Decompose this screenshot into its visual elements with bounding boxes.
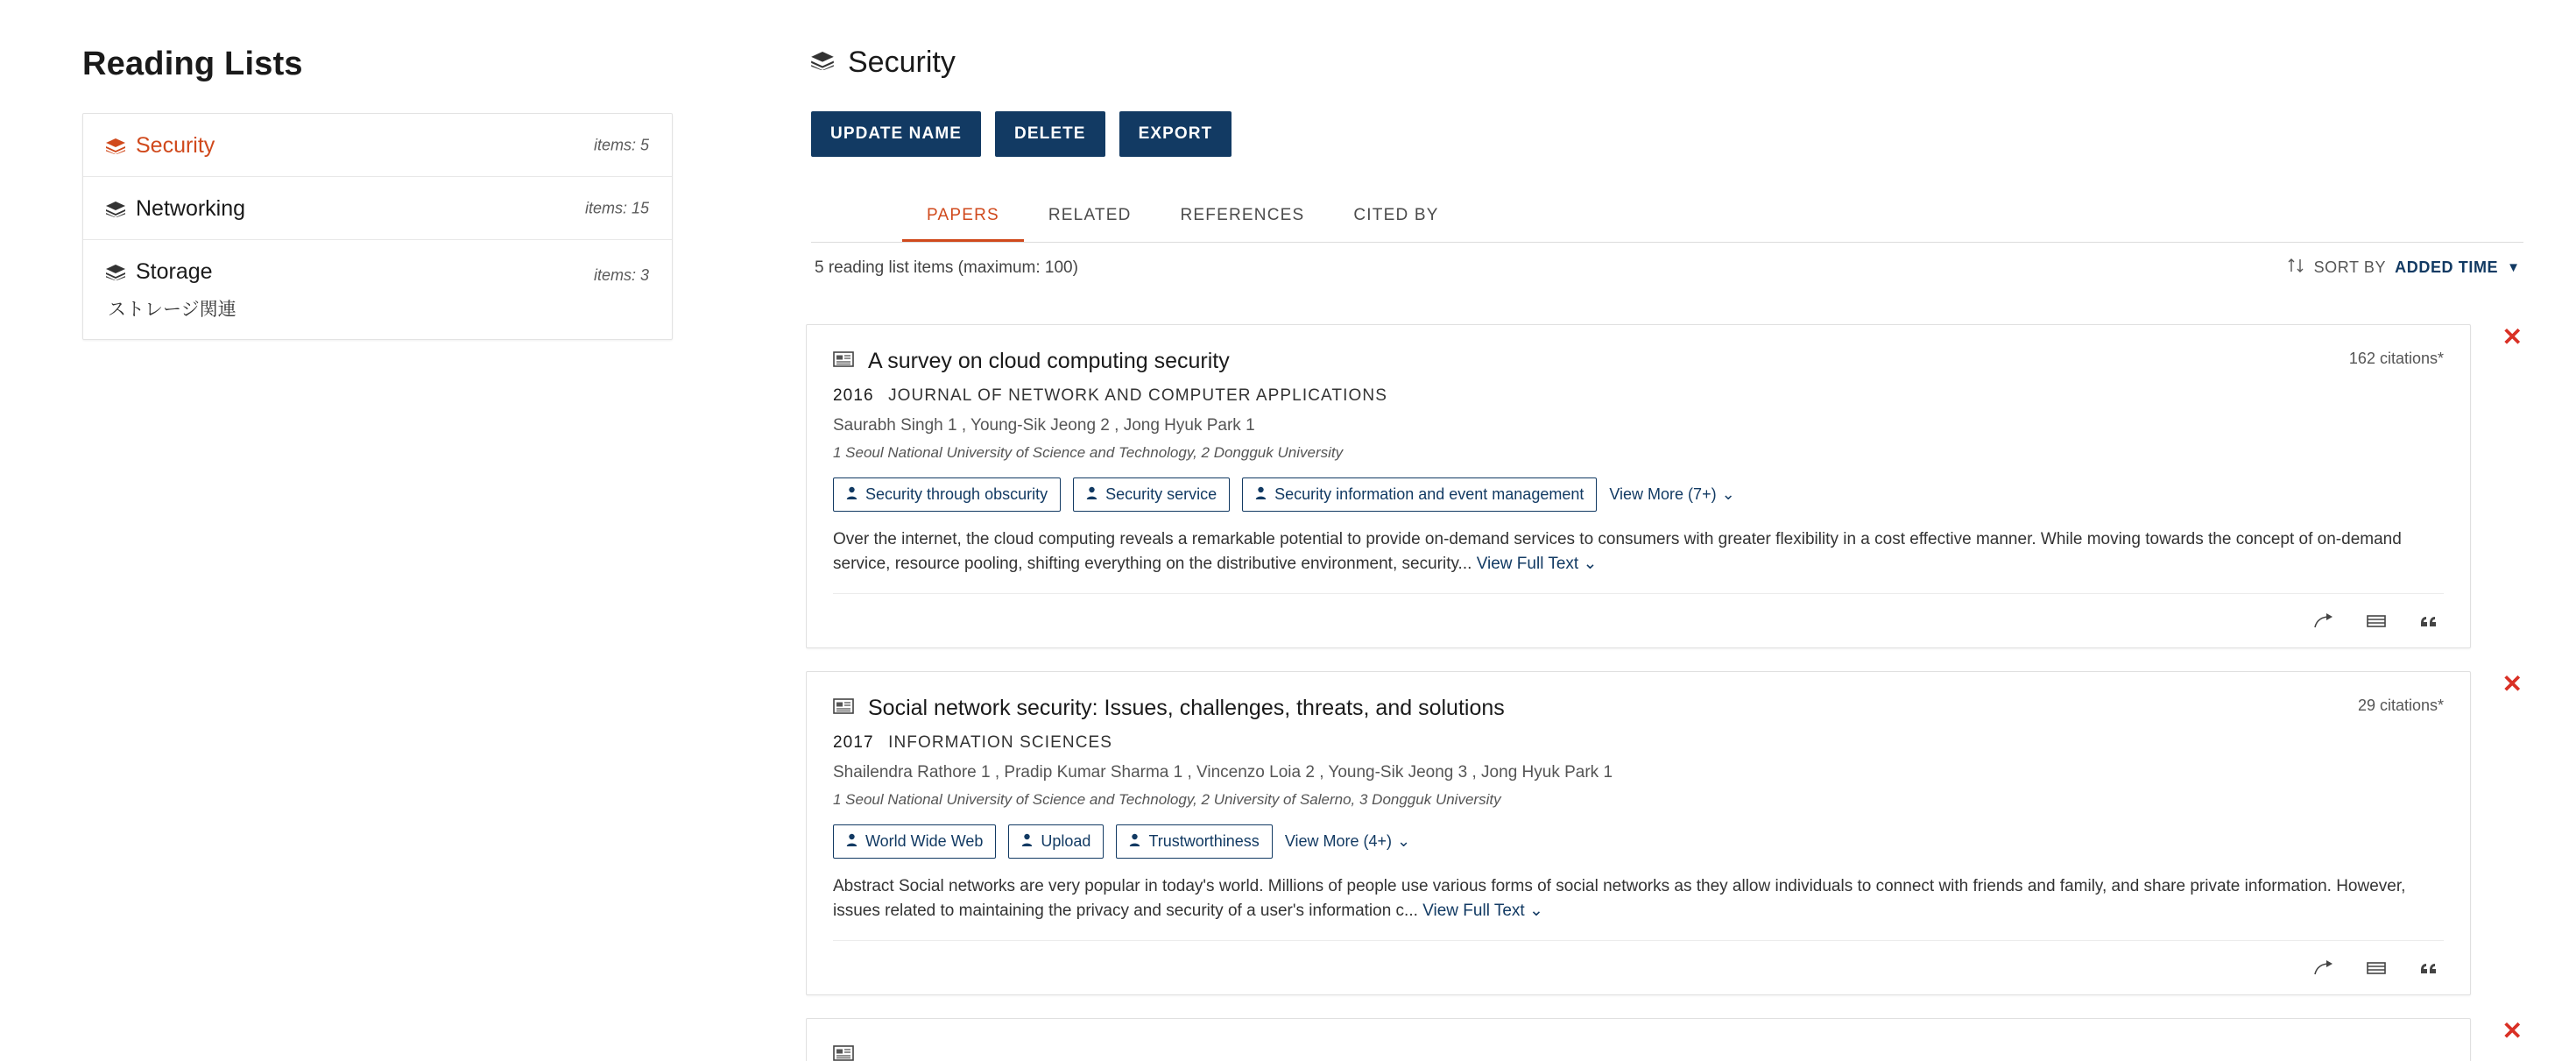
sidebar-item-networking[interactable] xyxy=(83,177,672,240)
sidebar xyxy=(0,0,806,1061)
main-header xyxy=(811,46,2523,80)
sidebar-item-count: items: 15 xyxy=(584,199,649,216)
paper-title[interactable]: A survey on cloud computing security xyxy=(868,349,1230,373)
person-icon xyxy=(1021,832,1033,851)
view-full-text-button[interactable] xyxy=(1477,555,1598,573)
chevron-down-icon: ⌄ xyxy=(1721,485,1735,503)
reading-lists-card xyxy=(82,113,673,340)
paper-journal: INFORMATION SCIENCES xyxy=(888,733,1113,753)
sidebar-item-security[interactable] xyxy=(83,114,672,177)
paper-icon xyxy=(833,350,854,372)
tab-references[interactable]: REFERENCES xyxy=(1180,206,1305,224)
paper-authors: Saurabh Singh 1 , Young-Sik Jeong 2 , Jong Hyuk Park 1 xyxy=(833,416,1255,435)
chevron-down-icon: ⌄ xyxy=(1397,832,1411,851)
list-meta-row xyxy=(811,243,2523,287)
remove-paper-button[interactable]: ✕ xyxy=(2502,324,2523,350)
tab-papers[interactable]: PAPERS xyxy=(902,188,1024,242)
stack-icon xyxy=(106,138,125,154)
topic-chip-label: Security information and event management xyxy=(1274,485,1584,503)
sidebar-item-count: items: 5 xyxy=(593,136,649,153)
sort-control[interactable] xyxy=(2286,257,2520,279)
tab-related[interactable]: RELATED xyxy=(1048,206,1132,224)
paper-journal: JOURNAL OF NETWORK AND COMPUTER APPLICATIONS xyxy=(888,386,1387,405)
sidebar-item-count: items: 3 xyxy=(593,266,649,284)
topic-chip[interactable] xyxy=(833,477,1061,512)
abstract-text: Over the internet, the cloud computing reveals a remarkable potential to provide on-demand services to consumers with greater flexibility in a cost effective manner. While moving towards the concept of on-demand service, resource pooling, shifting everything on the distributive environment, security... xyxy=(833,530,2402,573)
view-more-label: View More (4+) xyxy=(1284,832,1393,851)
paper-card xyxy=(806,670,2523,995)
paper-card-actions xyxy=(833,593,2444,647)
sidebar-item-label: Security xyxy=(136,133,215,158)
remove-paper-button[interactable]: ✕ xyxy=(2502,670,2523,698)
topic-chip-label: Upload xyxy=(1041,832,1091,851)
person-icon xyxy=(1255,485,1267,504)
abstract-text: Abstract Social networks are very popular in today's world. Millions of people use various forms of social networks as they allow individuals to connect with friends and family, and share private information. However, issues related to maintaining the privacy and security of a user's information c... xyxy=(833,877,2406,920)
sidebar-item-description: ストレージ関連 xyxy=(108,300,236,320)
paper-venue xyxy=(833,733,2444,753)
view-more-label: View More (7+) xyxy=(1609,485,1717,503)
action-button-row xyxy=(811,111,2523,157)
stack-icon xyxy=(811,52,834,74)
topic-chip-label: Security through obscurity xyxy=(865,485,1048,503)
paper-venue xyxy=(833,386,2444,406)
view-more-topics-button[interactable] xyxy=(1285,832,1410,851)
sort-by-label: SORT BY xyxy=(2313,258,2387,276)
paper-authors: Shailendra Rathore 1 , Pradip Kumar Sharma 1 , Vincenzo Loia 2 , Young-Sik Jeong 3 , Jong Hyuk Park 1 xyxy=(833,763,1613,782)
paper-icon xyxy=(833,697,854,719)
chevron-down-icon[interactable]: ▼ xyxy=(2507,260,2520,275)
person-icon xyxy=(846,832,857,851)
paper-abstract xyxy=(833,874,2444,923)
person-icon xyxy=(846,485,857,504)
paper-year: 2017 xyxy=(833,733,874,753)
paper-topic-chips xyxy=(833,824,2444,859)
sidebar-item-label: Storage xyxy=(136,259,213,284)
quote-icon[interactable] xyxy=(2419,612,2438,630)
paper-card-actions xyxy=(833,940,2444,994)
export-button[interactable]: EXPORT xyxy=(1119,111,1232,157)
person-icon xyxy=(1129,832,1140,851)
tab-cited-by[interactable]: CITED BY xyxy=(1353,206,1439,224)
paper-abstract xyxy=(833,527,2444,576)
library-icon[interactable] xyxy=(2367,959,2386,977)
library-icon[interactable] xyxy=(2367,612,2386,630)
share-icon[interactable] xyxy=(2314,959,2333,977)
tab-bar xyxy=(811,188,2523,243)
stack-icon xyxy=(106,265,125,280)
topic-chip[interactable] xyxy=(833,824,996,859)
remove-paper-button[interactable]: ✕ xyxy=(2502,1017,2523,1045)
view-full-text-label: View Full Text xyxy=(1476,554,1579,573)
sort-by-value[interactable]: ADDED TIME xyxy=(2395,258,2499,276)
item-count-text: 5 reading list items (maximum: 100) xyxy=(815,258,1078,277)
paper-card xyxy=(806,1017,2523,1061)
topic-chip-label: Security service xyxy=(1105,485,1217,503)
sidebar-item-label: Networking xyxy=(136,196,246,221)
stack-icon xyxy=(106,202,125,217)
paper-affiliations: 1 Seoul National University of Science and Technology, 2 Dongguk University xyxy=(833,444,1344,461)
topic-chip[interactable] xyxy=(1073,477,1230,512)
page-title: Reading Lists xyxy=(82,46,303,82)
share-icon[interactable] xyxy=(2314,612,2333,630)
update-name-button[interactable]: UPDATE NAME xyxy=(811,111,981,157)
sort-arrows-icon xyxy=(2286,257,2305,279)
topic-chip[interactable] xyxy=(1116,824,1272,859)
paper-icon xyxy=(833,1044,854,1061)
paper-title[interactable]: Social network security: Issues, challenges, threats, and solutions xyxy=(868,696,1505,721)
person-icon xyxy=(1086,485,1097,504)
chevron-down-icon: ⌄ xyxy=(1528,901,1543,920)
citation-count: 162 citations* xyxy=(2348,350,2444,367)
chevron-down-icon: ⌄ xyxy=(1583,554,1598,573)
sidebar-item-storage[interactable] xyxy=(83,240,672,339)
paper-affiliations: 1 Seoul National University of Science and Technology, 2 University of Salerno, 3 Dongguk University xyxy=(833,791,1501,809)
view-full-text-label: View Full Text xyxy=(1422,901,1525,920)
topic-chip[interactable] xyxy=(1242,477,1597,512)
paper-card xyxy=(806,324,2523,648)
topic-chip[interactable] xyxy=(1008,824,1104,859)
quote-icon[interactable] xyxy=(2419,959,2438,977)
delete-button[interactable]: DELETE xyxy=(995,111,1105,157)
view-full-text-button[interactable] xyxy=(1422,902,1543,920)
topic-chip-label: World Wide Web xyxy=(865,832,984,851)
paper-topic-chips xyxy=(833,477,2444,512)
paper-list xyxy=(806,324,2576,1061)
topic-chip-label: Trustworthiness xyxy=(1148,832,1260,851)
view-more-topics-button[interactable] xyxy=(1609,485,1734,504)
reading-list-title: Security xyxy=(848,46,956,79)
paper-year: 2016 xyxy=(833,386,874,405)
citation-count: 29 citations* xyxy=(2357,697,2444,715)
